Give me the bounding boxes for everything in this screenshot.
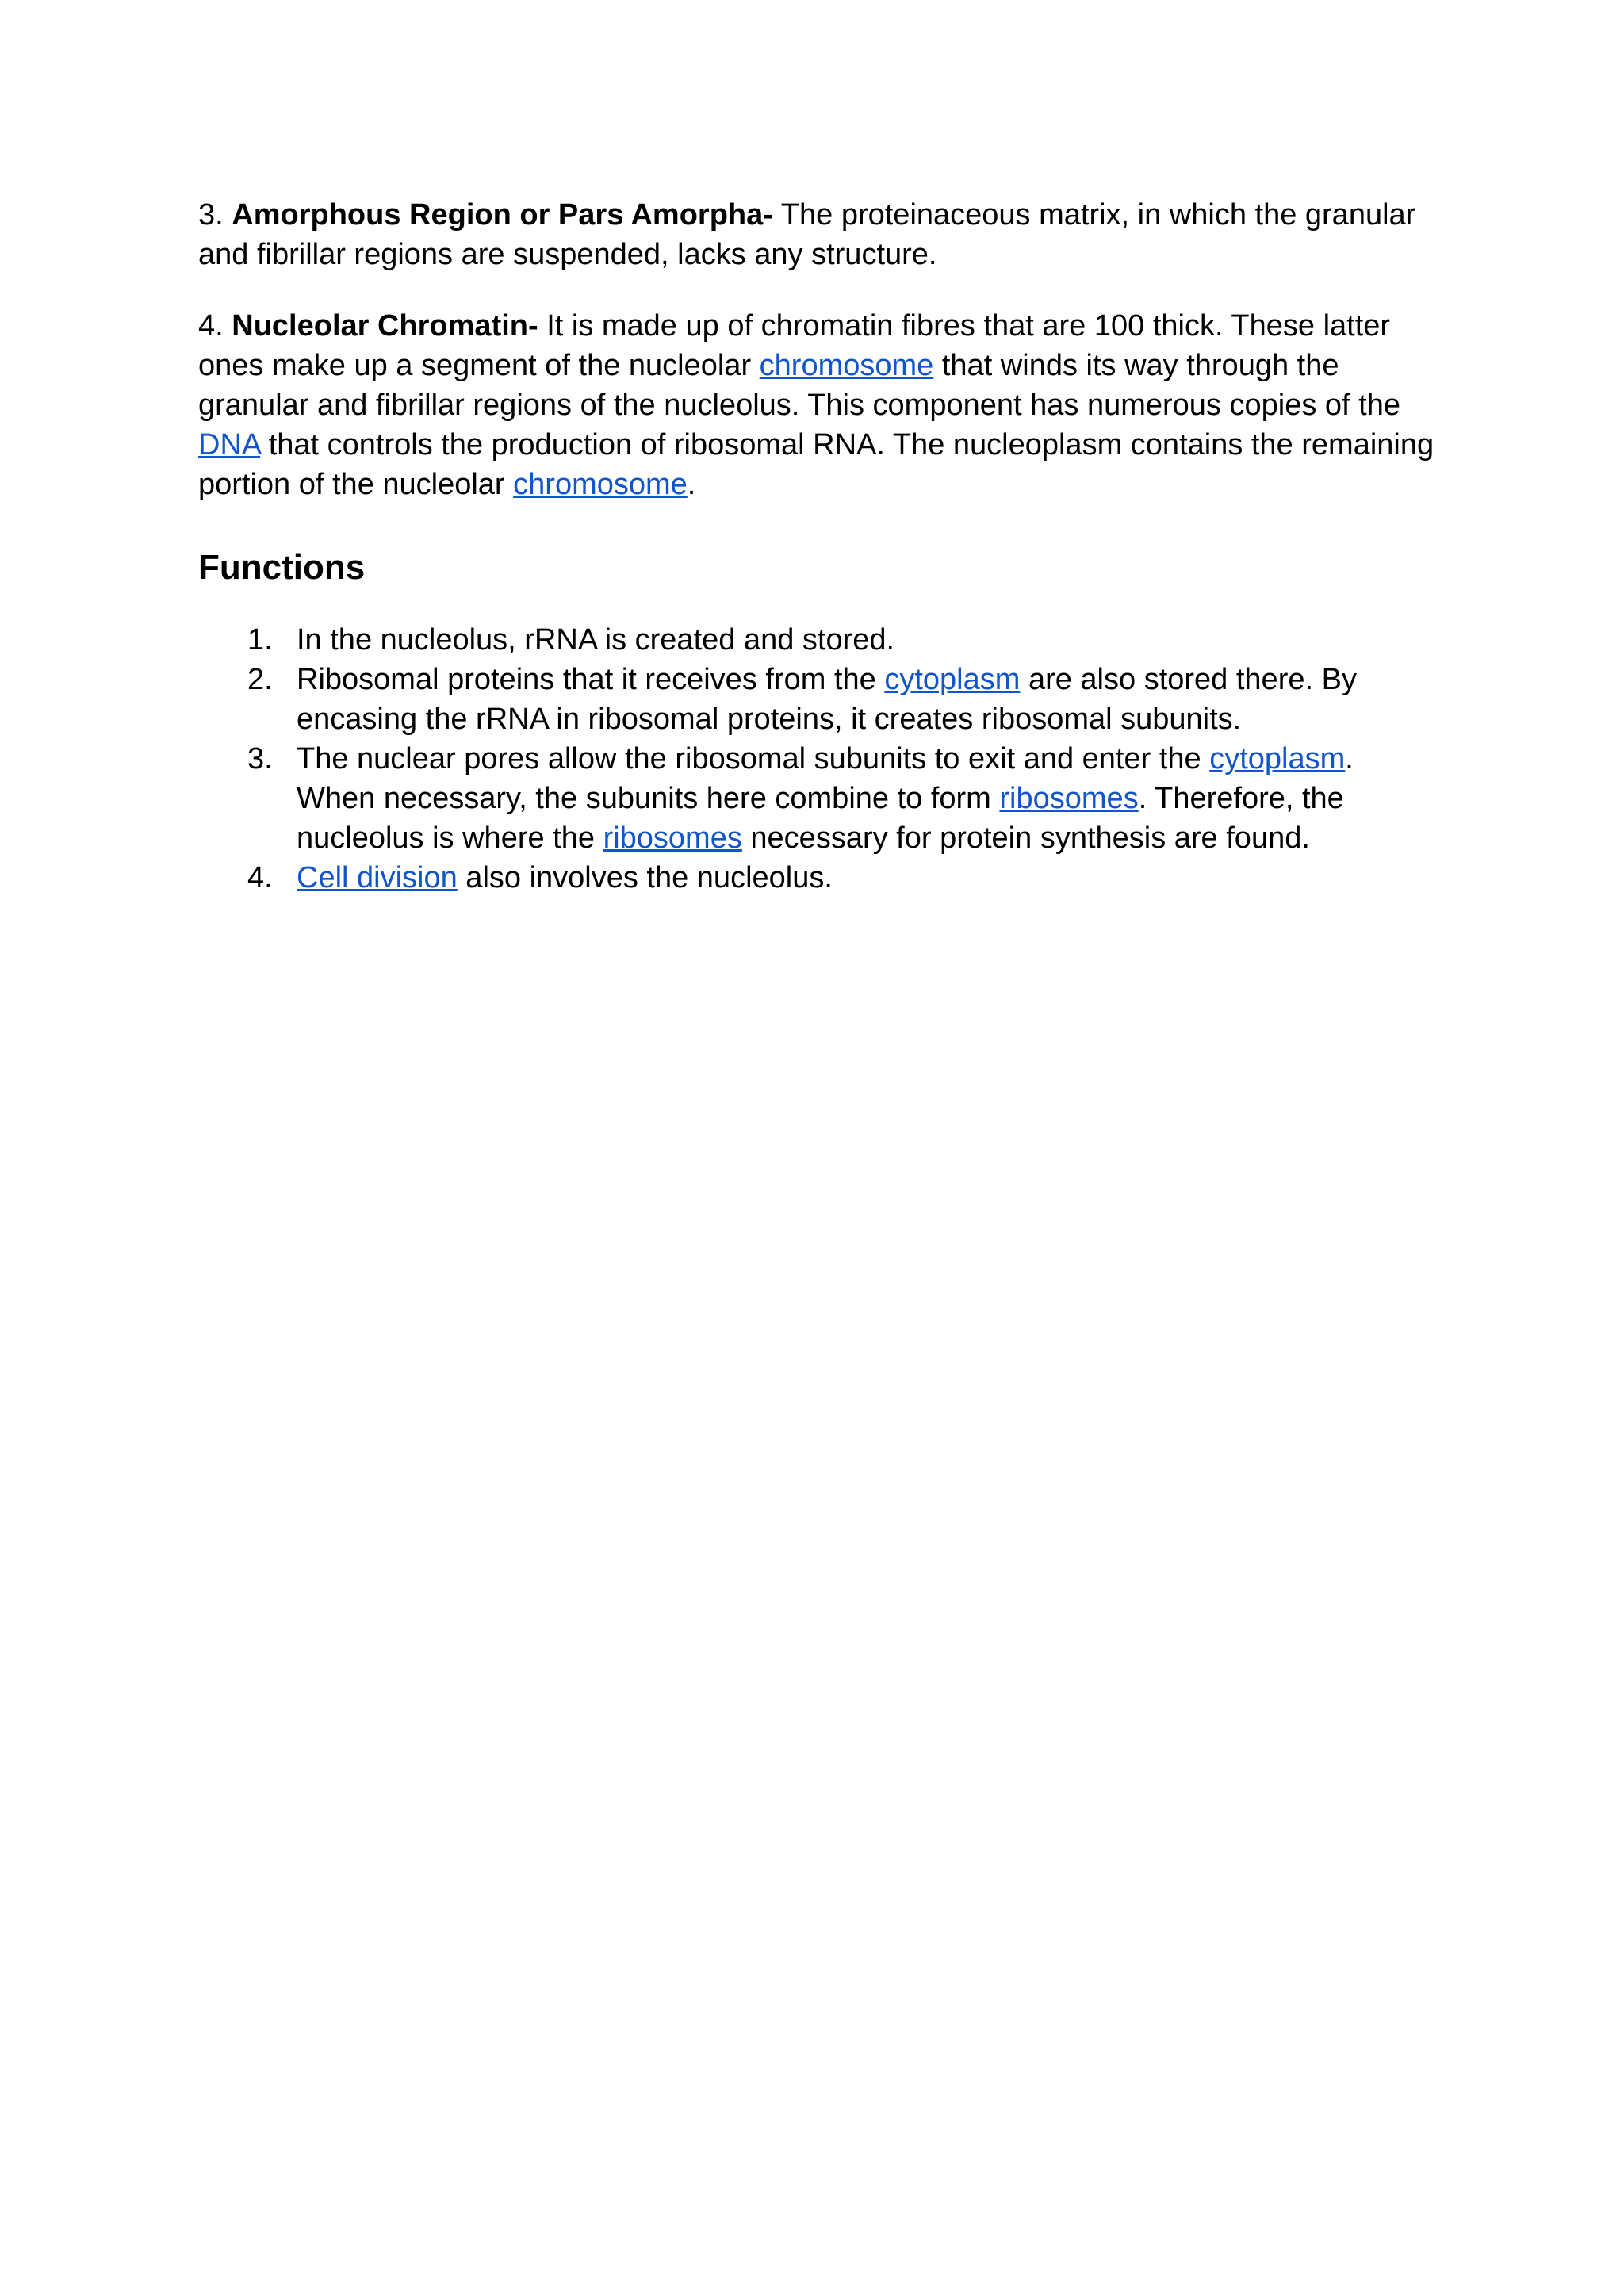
paragraph-number: 3. <box>198 198 224 232</box>
paragraph-number: 4. <box>198 309 224 343</box>
list-item-number: 2. <box>247 663 273 696</box>
list-item-text: . Therefore, the nucleolus is where the <box>297 782 1344 855</box>
ribosomes-link[interactable]: ribosomes <box>999 782 1139 815</box>
list-item-text: In the nucleolus, rRNA is created and stored. <box>297 623 895 657</box>
paragraph-amorphous-region <box>198 195 1435 274</box>
functions-list <box>198 620 1435 898</box>
list-item-number: 3. <box>247 742 273 776</box>
list-item <box>198 620 1435 660</box>
paragraph-term: Amorphous Region or Pars Amorpha- <box>232 198 773 232</box>
list-item-text: necessary for protein synthesis are found. <box>741 821 1310 855</box>
functions-heading: Functions <box>198 548 366 587</box>
paragraph-text: The proteinaceous matrix, in which the granular and fibrillar regions are suspended, lacks any structure. <box>198 198 1416 271</box>
chromosome-link[interactable]: chromosome <box>513 468 688 501</box>
ribosomes-link[interactable]: ribosomes <box>603 821 742 855</box>
list-item-text: The nuclear pores allow the ribosomal subunits to exit and enter the <box>297 742 1210 776</box>
paragraph-nucleolar-chromatin <box>198 306 1435 504</box>
paragraph-text: that controls the production of ribosomal RNA. The nucleoplasm contains the remaining portion of the nucleolar <box>198 428 1434 501</box>
document-page <box>198 195 1435 898</box>
cytoplasm-link[interactable]: cytoplasm <box>1209 742 1346 776</box>
list-item-text: are also stored there. By encasing the rRNA in ribosomal proteins, it creates ribosomal subunits. <box>297 663 1357 736</box>
list-item-text: Ribosomal proteins that it receives from the <box>297 663 885 696</box>
dna-link[interactable]: DNA <box>198 428 261 461</box>
paragraph-term: Nucleolar Chromatin- <box>232 309 538 343</box>
cell-division-link[interactable]: Cell division <box>297 861 458 894</box>
list-item-number: 1. <box>247 623 273 657</box>
list-item <box>198 739 1435 858</box>
list-item-text: also involves the nucleolus. <box>457 861 833 894</box>
paragraph-text: It is made up of chromatin fibres that are 100 thick. These latter ones make up a segment of the nucleolar <box>198 309 1391 382</box>
list-item <box>198 858 1435 898</box>
paragraph-text: . <box>687 468 696 501</box>
list-item-number: 4. <box>247 861 273 894</box>
chromosome-link[interactable]: chromosome <box>759 349 934 382</box>
list-item <box>198 660 1435 739</box>
cytoplasm-link[interactable]: cytoplasm <box>884 663 1021 696</box>
list-item-text: . When necessary, the subunits here combine to form <box>297 742 1354 815</box>
paragraph-text: that winds its way through the granular and fibrillar regions of the nucleolus. This component has numerous copies of the <box>198 349 1400 422</box>
